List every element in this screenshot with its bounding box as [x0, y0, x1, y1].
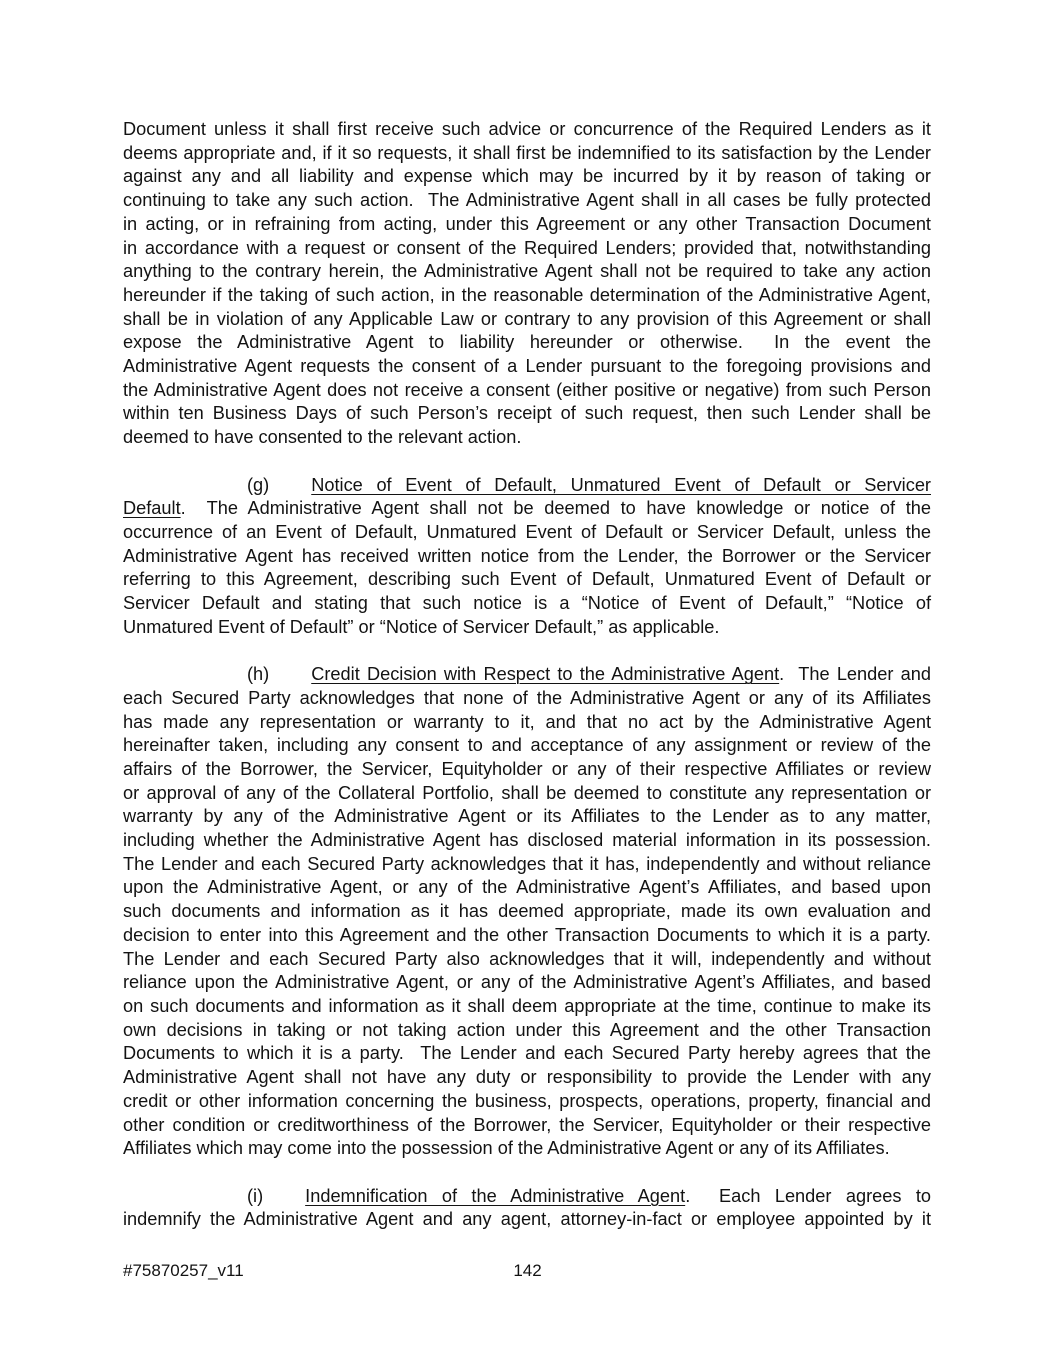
text-line [123, 284, 931, 308]
text-line [123, 876, 931, 900]
text-line [123, 521, 931, 545]
text-line [123, 663, 931, 687]
text-line [123, 1019, 931, 1043]
text-line [123, 900, 931, 924]
text-line [123, 687, 931, 711]
body-text: indemnify the Administrative Agent and any agent, attorney-in-fact or employee appointed by it [123, 1209, 931, 1230]
text-line [123, 260, 931, 284]
body-text: hereunder if the taking of such action, in the reasonable determination of the Administrative Agent, [123, 284, 931, 305]
body-text: including whether the Administrative Agent has disclosed material information in its possession. [123, 830, 931, 851]
section-label: (g) [247, 474, 270, 495]
text-line [123, 379, 931, 403]
body-text: continuing to take any such action. The Administrative Agent shall in all cases be fully protected [123, 190, 931, 211]
text-line [123, 213, 931, 237]
text-line [123, 948, 931, 972]
body-text: deemed to have consented to the relevant action. [123, 427, 522, 448]
text-line [123, 1208, 931, 1232]
tab-spacer [269, 490, 311, 491]
text-line [123, 829, 931, 853]
body-text: occurrence of an Event of Default, Unmatured Event of Default or Servicer Default, unless the [123, 521, 931, 542]
paragraph-section-h [123, 663, 931, 1161]
text-line [123, 165, 931, 189]
text-line [123, 1137, 931, 1161]
tab-spacer [269, 679, 311, 680]
paragraph-indent [123, 1201, 247, 1202]
page-footer [0, 1261, 1055, 1283]
body-text: anything to the contrary herein, the Administrative Agent shall not be required to take any action [123, 261, 931, 282]
text-line [123, 758, 931, 782]
text-line [123, 142, 931, 166]
section-label: (i) [247, 1185, 264, 1206]
text-line [123, 497, 931, 521]
text-line [123, 308, 931, 332]
text-line [123, 971, 931, 995]
body-text: Document unless it shall first receive such advice or concurrence of the Required Lenders as it [123, 119, 931, 139]
body-text: hereinafter taken, including any consent to and acceptance of any assignment or review of the [123, 735, 931, 756]
text-line [123, 782, 931, 806]
body-text: such documents and information as it has deemed appropriate, made its own evaluation and [123, 901, 931, 922]
text-line [123, 568, 931, 592]
body-text: Administrative Agent shall not have any duty or responsibility to provide the Lender with any [123, 1067, 931, 1088]
text-line [123, 995, 931, 1019]
section-heading: Indemnification of the Administrative Agent [305, 1185, 686, 1206]
text-line [123, 331, 931, 355]
body-text: in accordance with a request or consent of the Required Lenders; provided that, notwithstanding [123, 237, 931, 258]
text-line [123, 1090, 931, 1114]
text-line [123, 616, 931, 640]
text-line [123, 924, 931, 948]
body-text: . The Lender and [779, 664, 931, 685]
body-text: The Lender and each Secured Party also acknowledges that it will, independently and without [123, 948, 931, 969]
text-line [123, 1042, 931, 1066]
section-heading: Default [123, 498, 181, 519]
body-text: on such documents and information as it shall deem appropriate at the time, continue to make its [123, 995, 931, 1016]
text-line [123, 402, 931, 426]
text-line [123, 545, 931, 569]
body-text: the Administrative Agent does not receive a consent (either positive or negative) from such Person [123, 379, 931, 400]
text-line [123, 1066, 931, 1090]
body-text: or approval of any of the Collateral Portfolio, shall be deemed to constitute any representation or [123, 782, 931, 803]
body-text: against any and all liability and expense which may be incurred by it by reason of taking or [123, 166, 931, 187]
body-text: referring to this Agreement, describing such Event of Default, Unmatured Event of Default or [123, 569, 931, 590]
body-text: reliance upon the Administrative Agent, or any of the Administrative Agent’s Affiliates, and based [123, 972, 931, 993]
body-text: Servicer Default and stating that such notice is a “Notice of Event of Default,” “Notice of [123, 593, 931, 614]
body-text: The Lender and each Secured Party acknowledges that it has, independently and without reliance [123, 853, 931, 874]
text-line [123, 805, 931, 829]
text-line [123, 853, 931, 877]
body-text: Affiliates which may come into the possession of the Administrative Agent or any of its Affiliates. [123, 1138, 890, 1159]
section-heading: Credit Decision with Respect to the Administrative Agent [311, 664, 780, 685]
tab-spacer [263, 1201, 305, 1202]
text-line [123, 592, 931, 616]
text-line [123, 474, 931, 498]
text-line [123, 711, 931, 735]
section-heading: Notice of Event of Default, Unmatured Event of Default or Servicer [311, 474, 931, 495]
body-text: upon the Administrative Agent, or any of the Administrative Agent’s Affiliates, and based upon [123, 877, 931, 898]
paragraph-section-g [123, 474, 931, 640]
body-text: other condition or creditworthiness of the Borrower, the Servicer, Equityholder or their respective [123, 1114, 931, 1135]
text-line [123, 1114, 931, 1138]
document-body [123, 118, 931, 1232]
paragraph-section-i [123, 1185, 931, 1232]
body-text: Administrative Agent requests the consent of a Lender pursuant to the foregoing provisions and [123, 356, 931, 377]
body-text: Unmatured Event of Default” or “Notice of Servicer Default,” as applicable. [123, 616, 720, 637]
body-text: . Each Lender agrees to [685, 1185, 931, 1206]
body-text: decision to enter into this Agreement and the other Transaction Documents to which it is a party. [123, 924, 931, 945]
body-text: has made any representation or warranty to it, and that no act by the Administrative Agent [123, 711, 931, 732]
paragraph-indent [123, 490, 247, 491]
body-text: warranty by any of the Administrative Agent or its Affiliates to the Lender as to any matter, [123, 806, 931, 827]
body-text: own decisions in taking or not taking action under this Agreement and the other Transaction [123, 1019, 931, 1040]
body-text: Documents to which it is a party. The Lender and each Secured Party hereby agrees that the [123, 1043, 931, 1064]
body-text: . The Administrative Agent shall not be deemed to have knowledge or notice of the [180, 498, 931, 519]
paragraph-indent [123, 679, 247, 680]
body-text: credit or other information concerning the business, prospects, operations, property, financial and [123, 1090, 931, 1111]
text-line [123, 189, 931, 213]
body-text: deems appropriate and, if it so requests, it shall first be indemnified to its satisfaction by the Lender [123, 142, 931, 163]
document-id: #75870257_v11 [123, 1261, 244, 1280]
text-line [123, 734, 931, 758]
text-line [123, 355, 931, 379]
body-text: shall be in violation of any Applicable Law or contrary to any provision of this Agreement or shall [123, 308, 931, 329]
text-line [123, 237, 931, 261]
body-text: in acting, or in refraining from acting, under this Agreement or any other Transaction Document [123, 213, 931, 234]
text-line [123, 1185, 931, 1209]
body-text: affairs of the Borrower, the Servicer, Equityholder or any of their respective Affiliates or review [123, 758, 931, 779]
body-text: each Secured Party acknowledges that none of the Administrative Agent or any of its Affiliates [123, 687, 931, 708]
body-text: Administrative Agent has received written notice from the Lender, the Borrower or the Servicer [123, 545, 931, 566]
body-text: expose the Administrative Agent to liability hereunder or otherwise. In the event the [123, 332, 931, 353]
paragraph-continuation [123, 118, 931, 450]
section-label: (h) [247, 664, 270, 685]
text-line [123, 118, 931, 142]
page-number: 142 [513, 1261, 542, 1280]
text-line [123, 426, 931, 450]
body-text: within ten Business Days of such Person’s receipt of such request, then such Lender shall be [123, 403, 931, 424]
